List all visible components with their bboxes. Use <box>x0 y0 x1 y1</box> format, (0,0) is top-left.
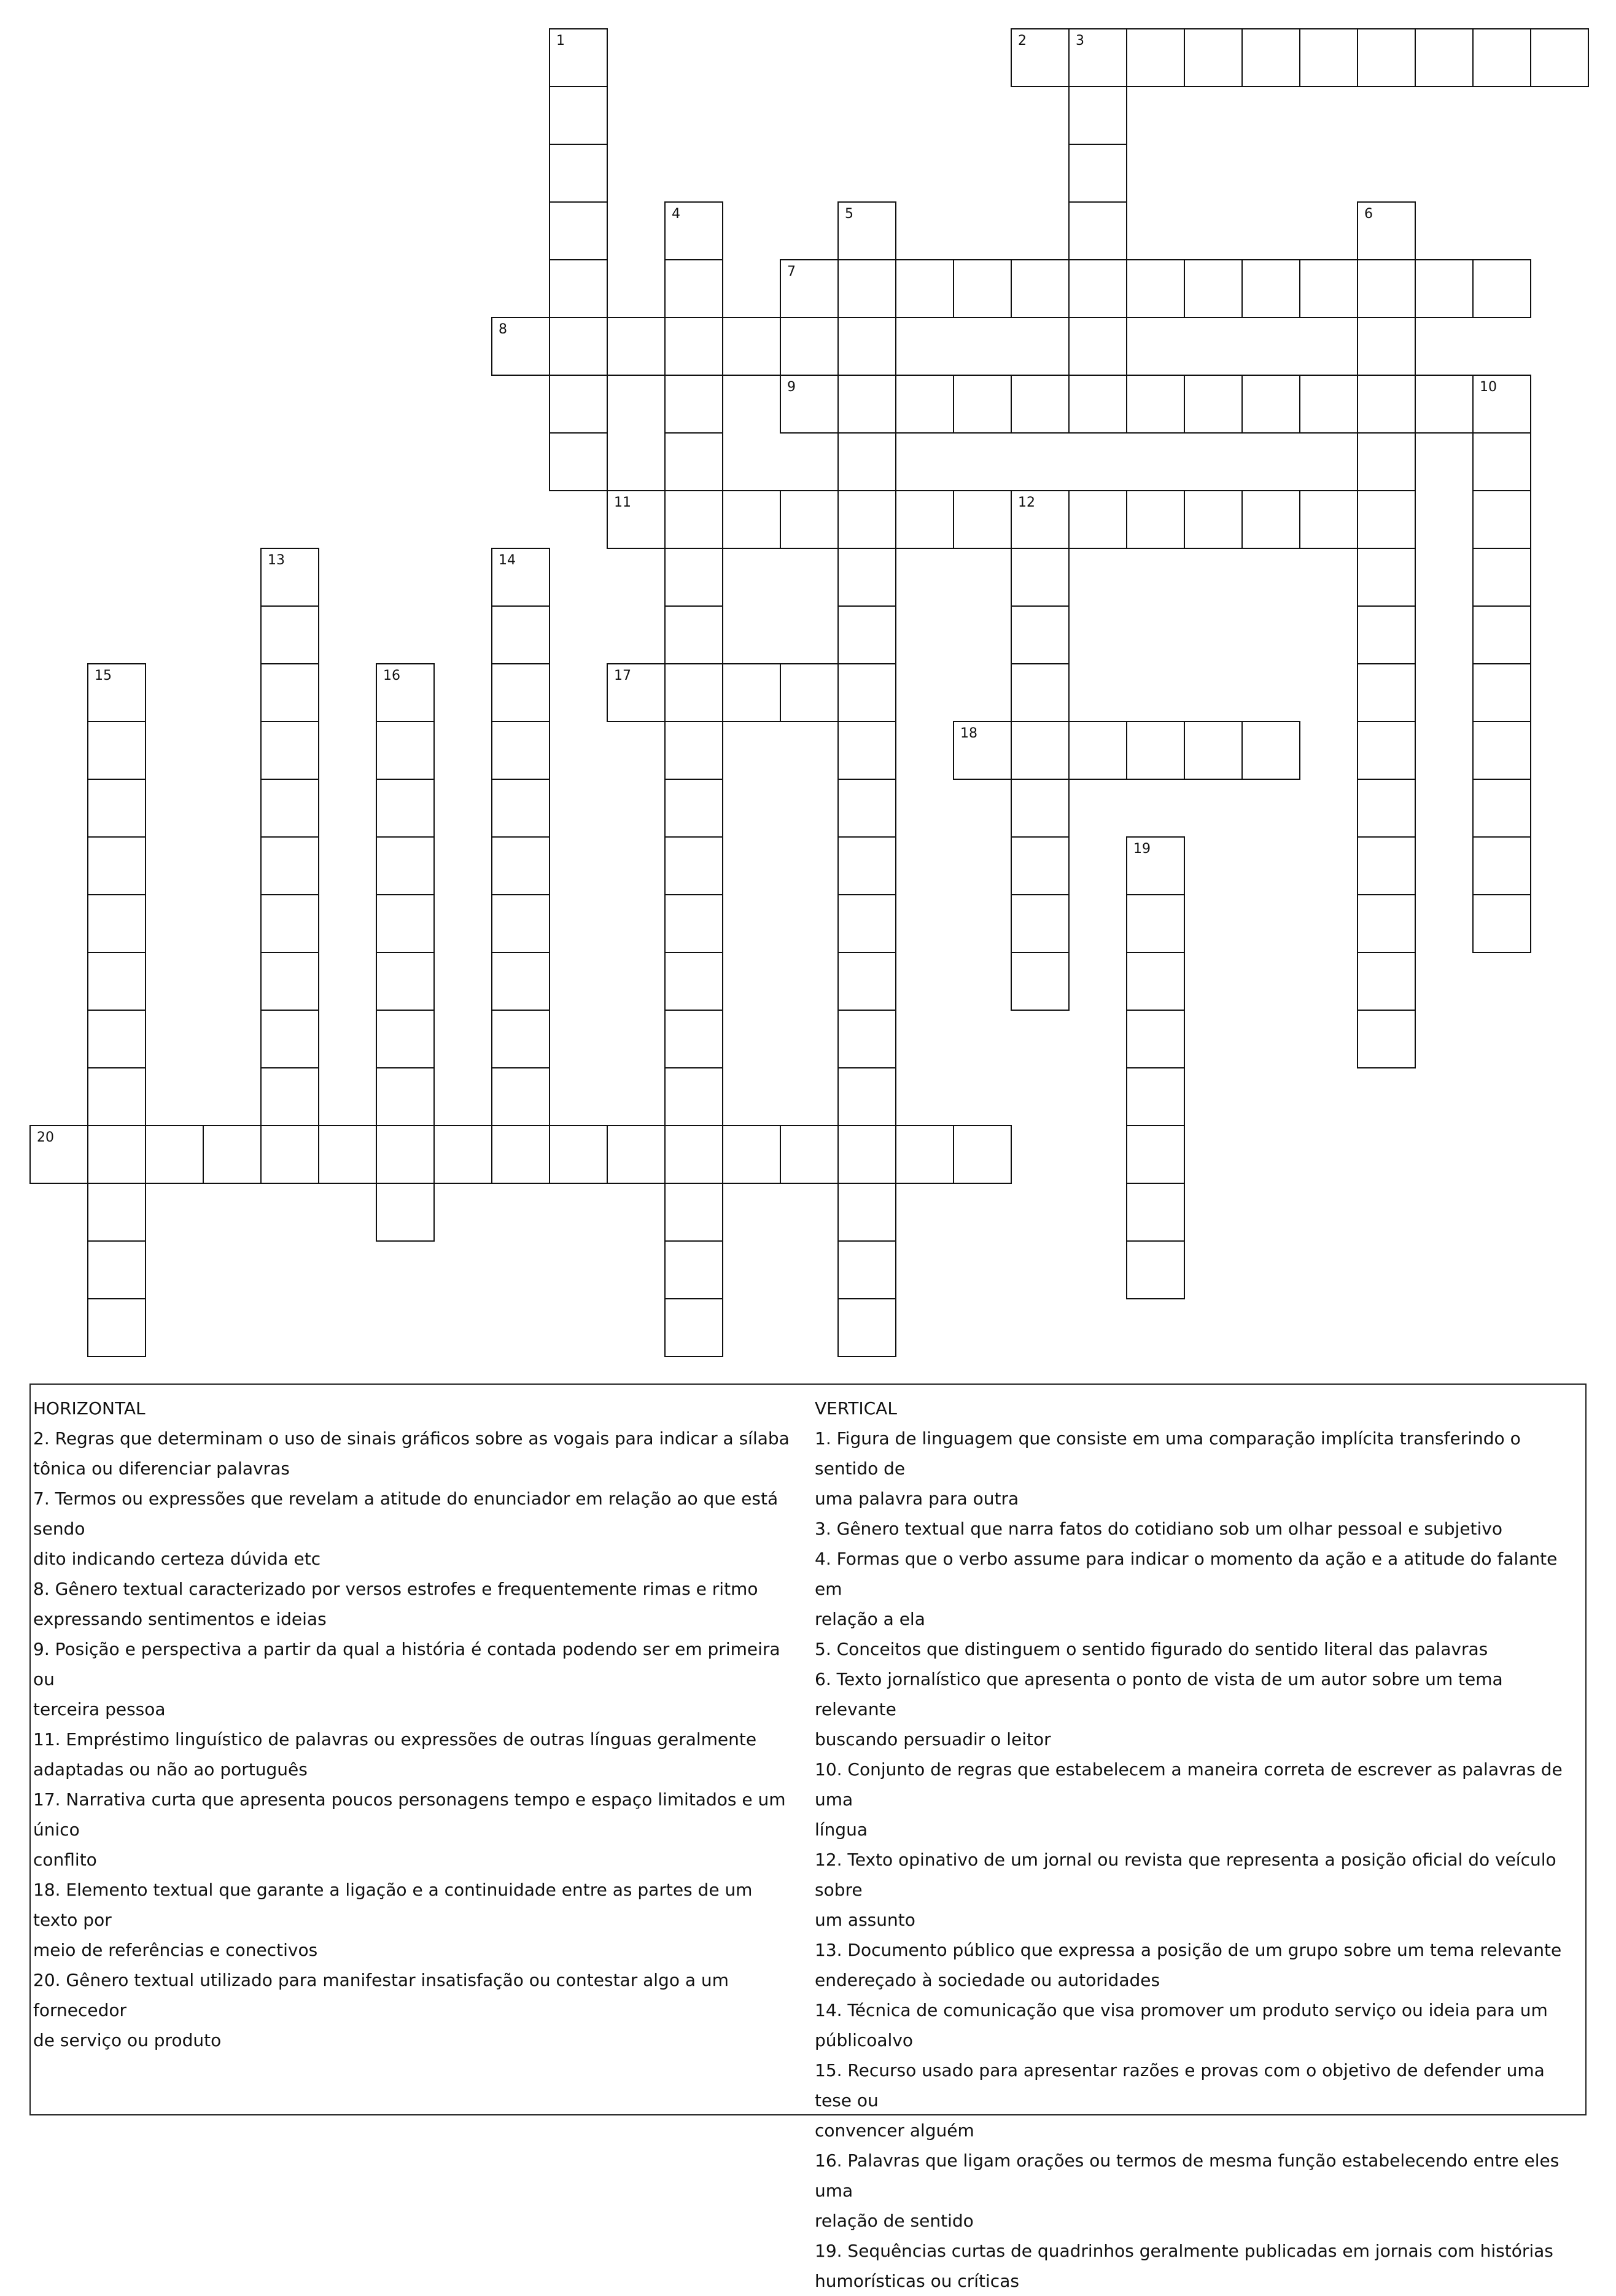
horizontal-clue-line: 2. Regras que determinam o uso de sinais gráficos sobre as vogais para indicar a sílaba <box>33 1428 790 1449</box>
horizontal-clue-line: meio de referências e conectivos <box>33 1940 318 1960</box>
vertical-clue-line: um assunto <box>815 1910 915 1930</box>
crossword-cell[interactable] <box>491 721 550 780</box>
crossword-cell[interactable] <box>664 1240 723 1299</box>
crossword-cell[interactable] <box>837 432 896 491</box>
crossword-cell[interactable] <box>780 663 839 722</box>
crossword-cell[interactable] <box>1472 259 1531 318</box>
crossword-cell[interactable] <box>895 1125 954 1184</box>
crossword-cell[interactable] <box>895 375 954 434</box>
vertical-clue-line: convencer alguém <box>815 2120 974 2141</box>
crossword-cell[interactable] <box>1184 259 1243 318</box>
crossword-cell[interactable] <box>87 836 146 895</box>
crossword-cell[interactable] <box>1530 28 1589 87</box>
crossword-cell[interactable] <box>260 836 319 895</box>
crossword-cell[interactable] <box>376 1125 435 1184</box>
crossword-cell[interactable] <box>1357 201 1416 260</box>
crossword-cell[interactable] <box>837 605 896 664</box>
crossword-cell[interactable] <box>1299 375 1358 434</box>
crossword-cell[interactable] <box>607 490 666 549</box>
clue-number: 3 <box>1076 33 1084 49</box>
vertical-clue-line: 15. Recurso usado para apresentar razões e provas com o objetivo de defender uma tese ou <box>815 2060 1545 2111</box>
crossword-cell[interactable] <box>376 1183 435 1242</box>
clue-number: 5 <box>845 206 853 222</box>
crossword-cell[interactable] <box>1068 721 1127 780</box>
crossword-cell[interactable] <box>549 317 608 376</box>
crossword-cell[interactable] <box>1472 779 1531 838</box>
crossword-cell[interactable] <box>664 548 723 607</box>
crossword-cell[interactable] <box>837 663 896 722</box>
crossword-cell[interactable] <box>607 317 666 376</box>
clue-number: 14 <box>499 553 516 568</box>
crossword-cell[interactable] <box>260 894 319 953</box>
clue-number: 17 <box>614 668 631 683</box>
crossword-cell[interactable] <box>1126 721 1185 780</box>
crossword-cell[interactable] <box>1357 1010 1416 1068</box>
crossword-cell[interactable] <box>722 490 781 549</box>
crossword-cell[interactable] <box>1357 721 1416 780</box>
crossword-cell[interactable] <box>664 836 723 895</box>
crossword-cell[interactable] <box>664 779 723 838</box>
crossword-cell[interactable] <box>491 317 550 376</box>
crossword-cell[interactable] <box>1415 259 1474 318</box>
crossword-cell[interactable] <box>664 375 723 434</box>
crossword-cell[interactable] <box>1011 605 1070 664</box>
vertical-clue-line: 6. Texto jornalístico que apresenta o ponto de vista de um autor sobre um tema relevante <box>815 1669 1503 1719</box>
crossword-cell[interactable] <box>87 663 146 722</box>
crossword-cell[interactable] <box>895 490 954 549</box>
crossword-cell[interactable] <box>1011 721 1070 780</box>
crossword-cell[interactable] <box>1241 490 1300 549</box>
crossword-cell[interactable] <box>837 1067 896 1126</box>
clue-number: 12 <box>1018 495 1035 510</box>
horizontal-clue-line: 20. Gênero textual utilizado para manifestar insatisfação ou contestar algo a um fornecedor <box>33 1970 729 2020</box>
horizontal-clue-line: 7. Termos ou expressões que revelam a atitude do enunciador em relação ao que está sendo <box>33 1489 779 1539</box>
crossword-cell[interactable] <box>1472 375 1531 434</box>
crossword-cell[interactable] <box>1472 432 1531 491</box>
crossword-cell[interactable] <box>260 1125 319 1184</box>
crossword-cell[interactable] <box>1068 375 1127 434</box>
clue-number: 15 <box>95 668 112 683</box>
crossword-cell[interactable] <box>1357 779 1416 838</box>
crossword-cell[interactable] <box>1011 779 1070 838</box>
crossword-cell[interactable] <box>837 259 896 318</box>
vertical-clues <box>815 1393 1582 2296</box>
crossword-cell[interactable] <box>1357 605 1416 664</box>
horizontal-clue-line: adaptadas ou não ao português <box>33 1759 308 1780</box>
crossword-cell[interactable] <box>549 432 608 491</box>
crossword-cell[interactable] <box>491 548 550 607</box>
crossword-cell[interactable] <box>1126 1125 1185 1184</box>
clue-number: 18 <box>960 726 977 741</box>
crossword-cell[interactable] <box>87 1067 146 1126</box>
crossword-cell[interactable] <box>664 721 723 780</box>
crossword-cell[interactable] <box>491 1067 550 1126</box>
crossword-cell[interactable] <box>1357 663 1416 722</box>
crossword-cell[interactable] <box>549 28 608 87</box>
crossword-cell[interactable] <box>1241 28 1300 87</box>
clue-number: 13 <box>268 553 285 568</box>
crossword-cell[interactable] <box>837 836 896 895</box>
crossword-cell[interactable] <box>837 317 896 376</box>
vertical-clue-line: 10. Conjunto de regras que estabelecem a maneira correta de escrever as palavras de uma <box>815 1759 1563 1810</box>
crossword-cell[interactable] <box>87 1183 146 1242</box>
crossword-cell[interactable] <box>376 779 435 838</box>
horizontal-clue-line: 8. Gênero textual caracterizado por versos estrofes e frequentemente rimas e ritmo <box>33 1579 758 1599</box>
crossword-cell[interactable] <box>1126 375 1185 434</box>
crossword-cell[interactable] <box>87 894 146 953</box>
crossword-cell[interactable] <box>1068 259 1127 318</box>
crossword-cell[interactable] <box>837 548 896 607</box>
crossword-cell[interactable] <box>87 1010 146 1068</box>
crossword-cell[interactable] <box>607 1125 666 1184</box>
crossword-cell[interactable] <box>780 317 839 376</box>
crossword-cell[interactable] <box>1068 144 1127 203</box>
crossword-cell[interactable] <box>87 952 146 1011</box>
horizontal-clue-line: conflito <box>33 1850 97 1870</box>
crossword-cell[interactable] <box>433 1125 492 1184</box>
vertical-clue-line: 3. Gênero textual que narra fatos do cotidiano sob um olhar pessoal e subjetivo <box>815 1519 1502 1539</box>
crossword-cell[interactable] <box>376 1067 435 1126</box>
vertical-clue-line: buscando persuadir o leitor <box>815 1729 1051 1749</box>
crossword-cell[interactable] <box>260 952 319 1011</box>
crossword-cell[interactable] <box>1011 259 1070 318</box>
crossword-cell[interactable] <box>1068 317 1127 376</box>
crossword-cell[interactable] <box>837 721 896 780</box>
vertical-clue-line: endereçado à sociedade ou autoridades <box>815 1970 1160 1990</box>
clue-number: 9 <box>787 379 796 395</box>
crossword-cell[interactable] <box>607 663 666 722</box>
crossword-cell[interactable] <box>1357 952 1416 1011</box>
vertical-clue-line: relação de sentido <box>815 2211 974 2231</box>
crossword-cell[interactable] <box>1299 490 1358 549</box>
crossword-cell[interactable] <box>837 1125 896 1184</box>
crossword-cell[interactable] <box>664 317 723 376</box>
horizontal-clue-line: terceira pessoa <box>33 1699 166 1719</box>
crossword-cell[interactable] <box>1011 375 1070 434</box>
vertical-clue-line: língua <box>815 1819 868 1840</box>
clue-number: 20 <box>37 1130 54 1145</box>
crossword-cell[interactable] <box>1068 201 1127 260</box>
crossword-cell[interactable] <box>260 605 319 664</box>
crossword-cell[interactable] <box>1068 86 1127 145</box>
crossword-cell[interactable] <box>491 894 550 953</box>
crossword-cell[interactable] <box>29 1125 88 1184</box>
crossword-cell[interactable] <box>1472 28 1531 87</box>
crossword-cell[interactable] <box>1126 28 1185 87</box>
crossword-cell[interactable] <box>1415 28 1474 87</box>
crossword-cell[interactable] <box>837 375 896 434</box>
crossword-cell[interactable] <box>837 1240 896 1299</box>
crossword-cell[interactable] <box>87 1125 146 1184</box>
horizontal-clue-line: 9. Posição e perspectiva a partir da qual a história é contada podendo ser em primeira ou <box>33 1639 780 1689</box>
crossword-cell[interactable] <box>260 548 319 607</box>
crossword-cell[interactable] <box>1011 28 1070 87</box>
horizontal-clue-line: 17. Narrativa curta que apresenta poucos personagens tempo e espaço limitados e um único <box>33 1789 786 1840</box>
crossword-cell[interactable] <box>837 1298 896 1357</box>
crossword-cell[interactable] <box>549 86 608 145</box>
crossword-cell[interactable] <box>895 259 954 318</box>
crossword-cell[interactable] <box>1011 663 1070 722</box>
crossword-cell[interactable] <box>1126 836 1185 895</box>
vertical-clue-line: relação a ela <box>815 1609 925 1629</box>
horizontal-clue-line: 11. Empréstimo linguístico de palavras ou expressões de outras línguas geralmente <box>33 1729 757 1749</box>
crossword-cell[interactable] <box>837 490 896 549</box>
crossword-cell[interactable] <box>837 201 896 260</box>
crossword-cell[interactable] <box>549 1125 608 1184</box>
crossword-cell[interactable] <box>549 201 608 260</box>
crossword-cell[interactable] <box>260 779 319 838</box>
crossword-cell[interactable] <box>1126 1010 1185 1068</box>
crossword-cell[interactable] <box>87 1298 146 1357</box>
clue-number: 8 <box>499 322 507 337</box>
crossword-cell[interactable] <box>203 1125 262 1184</box>
crossword-cell[interactable] <box>664 1067 723 1126</box>
vertical-clue-line: humorísticas ou críticas <box>815 2271 1019 2291</box>
clue-number: 10 <box>1480 379 1497 395</box>
vertical-clue-line: 1. Figura de linguagem que consiste em uma comparação implícita transferindo o sentido de <box>815 1428 1521 1479</box>
crossword-cell[interactable] <box>491 779 550 838</box>
crossword-cell[interactable] <box>87 1240 146 1299</box>
crossword-cell[interactable] <box>1357 317 1416 376</box>
crossword-cell[interactable] <box>837 1010 896 1068</box>
crossword-cell[interactable] <box>1357 432 1416 491</box>
crossword-cell[interactable] <box>376 1010 435 1068</box>
horizontal-clues <box>33 1393 791 2055</box>
crossword-cell[interactable] <box>87 721 146 780</box>
crossword-cell[interactable] <box>491 952 550 1011</box>
crossword-cell[interactable] <box>549 259 608 318</box>
crossword-cell[interactable] <box>549 375 608 434</box>
crossword-cell[interactable] <box>1184 28 1243 87</box>
crossword-cell[interactable] <box>780 490 839 549</box>
crossword-cell[interactable] <box>780 259 839 318</box>
crossword-cell[interactable] <box>318 1125 377 1184</box>
crossword-cell[interactable] <box>664 952 723 1011</box>
crossword-cell[interactable] <box>664 1298 723 1357</box>
crossword-cell[interactable] <box>376 663 435 722</box>
clue-number: 1 <box>556 33 565 49</box>
crossword-cell[interactable] <box>664 663 723 722</box>
crossword-cell[interactable] <box>1357 28 1416 87</box>
vertical-clue-line: 19. Sequências curtas de quadrinhos geralmente publicadas em jornais com histórias <box>815 2241 1553 2261</box>
crossword-cell[interactable] <box>1472 490 1531 549</box>
vertical-clue-line: 12. Texto opinativo de um jornal ou revista que representa a posição oficial do veículo sobre <box>815 1850 1556 1900</box>
crossword-cell[interactable] <box>491 605 550 664</box>
crossword-cell[interactable] <box>376 952 435 1011</box>
crossword-cell[interactable] <box>491 1125 550 1184</box>
crossword-cell[interactable] <box>664 490 723 549</box>
crossword-cell[interactable] <box>1126 1067 1185 1126</box>
crossword-cell[interactable] <box>1184 721 1243 780</box>
clues-box <box>29 1383 1587 2291</box>
clue-number: 16 <box>383 668 400 683</box>
clue-number: 6 <box>1364 206 1373 222</box>
crossword-cell[interactable] <box>1126 1240 1185 1299</box>
crossword-cell[interactable] <box>780 375 839 434</box>
crossword-cell[interactable] <box>664 259 723 318</box>
horizontal-clue-line: de serviço ou produto <box>33 2030 222 2050</box>
crossword-cell[interactable] <box>1472 663 1531 722</box>
crossword-cell[interactable] <box>260 663 319 722</box>
crossword-cell[interactable] <box>491 836 550 895</box>
crossword-cell[interactable] <box>953 375 1012 434</box>
crossword-cell[interactable] <box>1068 28 1127 87</box>
horizontal-clue-line: expressando sentimentos e ideias <box>33 1609 327 1629</box>
horizontal-heading: HORIZONTAL <box>33 1398 146 1418</box>
crossword-cell[interactable] <box>1184 375 1243 434</box>
crossword-cell[interactable] <box>1357 490 1416 549</box>
crossword-cell[interactable] <box>664 605 723 664</box>
clue-number: 11 <box>614 495 631 510</box>
horizontal-clue-line: dito indicando certeza dúvida etc <box>33 1549 321 1569</box>
crossword-cell[interactable] <box>837 894 896 953</box>
clue-number: 4 <box>672 206 680 222</box>
vertical-clue-line: 16. Palavras que ligam orações ou termos de mesma função estabelecendo entre eles uma <box>815 2150 1560 2201</box>
crossword-cell[interactable] <box>1299 28 1358 87</box>
crossword-cell[interactable] <box>664 1125 723 1184</box>
vertical-clue-line: 13. Documento público que expressa a posição de um grupo sobre um tema relevante <box>815 1940 1562 1960</box>
crossword-cell[interactable] <box>1011 952 1070 1011</box>
vertical-clue-line: uma palavra para outra <box>815 1489 1019 1509</box>
clue-number: 19 <box>1133 841 1151 857</box>
crossword-cell[interactable] <box>953 259 1012 318</box>
crossword-cell[interactable] <box>664 201 723 260</box>
crossword-cell[interactable] <box>1068 490 1127 549</box>
crossword-cell[interactable] <box>1126 952 1185 1011</box>
crossword-cell[interactable] <box>664 432 723 491</box>
crossword-cell[interactable] <box>1472 836 1531 895</box>
crossword-cell[interactable] <box>260 721 319 780</box>
crossword-cell[interactable] <box>1126 490 1185 549</box>
crossword-cell[interactable] <box>953 721 1012 780</box>
clue-number: 7 <box>787 264 796 279</box>
crossword-cell[interactable] <box>953 490 1012 549</box>
crossword-cell[interactable] <box>837 1183 896 1242</box>
crossword-cell[interactable] <box>1299 259 1358 318</box>
crossword-cell[interactable] <box>664 894 723 953</box>
crossword-cell[interactable] <box>1357 259 1416 318</box>
crossword-cell[interactable] <box>1472 721 1531 780</box>
horizontal-clue-line: tônica ou diferenciar palavras <box>33 1458 290 1479</box>
vertical-clue-line: 5. Conceitos que distinguem o sentido figurado do sentido literal das palavras <box>815 1639 1488 1659</box>
crossword-cell[interactable] <box>722 663 781 722</box>
crossword-cell[interactable] <box>722 317 781 376</box>
crossword-cell[interactable] <box>1357 894 1416 953</box>
crossword-cell[interactable] <box>1241 375 1300 434</box>
crossword-cell[interactable] <box>491 663 550 722</box>
crossword-cell[interactable] <box>1472 605 1531 664</box>
crossword-cell[interactable] <box>549 144 608 203</box>
clue-number: 2 <box>1018 33 1027 49</box>
crossword-cell[interactable] <box>1357 836 1416 895</box>
crossword-cell[interactable] <box>145 1125 204 1184</box>
crossword-cell[interactable] <box>1126 894 1185 953</box>
crossword-cell[interactable] <box>953 1125 1012 1184</box>
crossword-cell[interactable] <box>1415 375 1474 434</box>
crossword-cell[interactable] <box>1126 1183 1185 1242</box>
crossword-cell[interactable] <box>1472 894 1531 953</box>
crossword-cell[interactable] <box>376 836 435 895</box>
crossword-cell[interactable] <box>1241 259 1300 318</box>
crossword-cell[interactable] <box>1011 490 1070 549</box>
crossword-cell[interactable] <box>664 1010 723 1068</box>
crossword-cell[interactable] <box>260 1067 319 1126</box>
crossword-cell[interactable] <box>376 894 435 953</box>
crossword-cell[interactable] <box>780 1125 839 1184</box>
crossword-cell[interactable] <box>1126 259 1185 318</box>
crossword-cell[interactable] <box>837 779 896 838</box>
crossword-cell[interactable] <box>1241 721 1300 780</box>
crossword-cell[interactable] <box>87 779 146 838</box>
crossword-cell[interactable] <box>1011 836 1070 895</box>
crossword-cell[interactable] <box>1357 375 1416 434</box>
vertical-heading: VERTICAL <box>815 1398 897 1418</box>
crossword-cell[interactable] <box>1011 894 1070 953</box>
crossword-cell[interactable] <box>491 1010 550 1068</box>
crossword-cell[interactable] <box>1357 548 1416 607</box>
vertical-clue-line: públicoalvo <box>815 2030 914 2050</box>
vertical-clue-line: 14. Técnica de comunicação que visa promover um produto serviço ou ideia para um <box>815 2000 1548 2020</box>
horizontal-clue-line: 18. Elemento textual que garante a ligação e a continuidade entre as partes de um texto por <box>33 1880 753 1930</box>
crossword-cell[interactable] <box>260 1010 319 1068</box>
crossword-cell[interactable] <box>664 1183 723 1242</box>
crossword-cell[interactable] <box>1184 490 1243 549</box>
crossword-cell[interactable] <box>1011 548 1070 607</box>
vertical-clue-line: 4. Formas que o verbo assume para indicar o momento da ação e a atitude do falante em <box>815 1549 1558 1599</box>
crossword-cell[interactable] <box>1472 548 1531 607</box>
crossword-cell[interactable] <box>722 1125 781 1184</box>
crossword-cell[interactable] <box>376 721 435 780</box>
crossword-cell[interactable] <box>837 952 896 1011</box>
